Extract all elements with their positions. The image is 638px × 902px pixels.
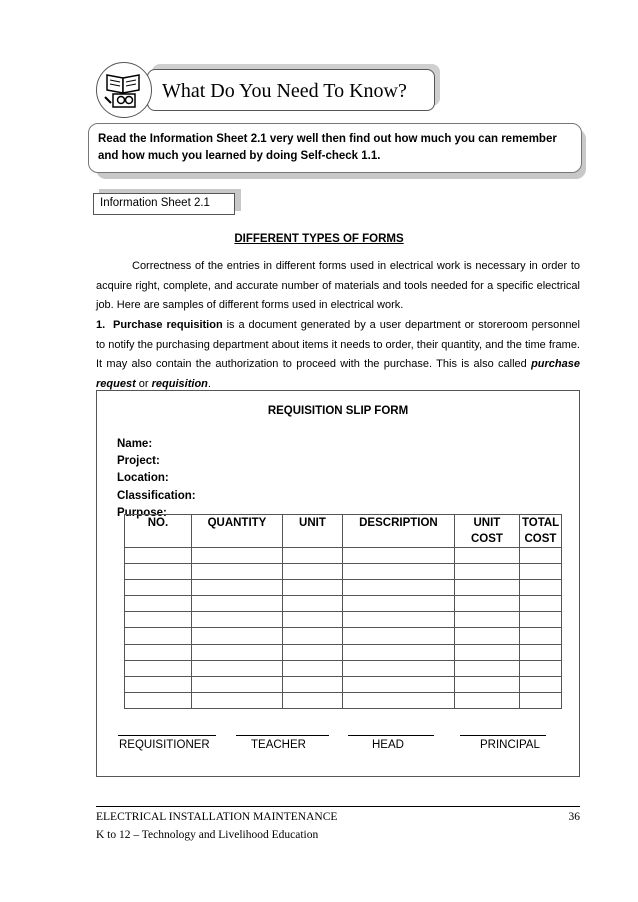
signature-line-teacher [236,735,329,736]
term-purchase-requisition: Purchase requisition [113,319,223,331]
table-row [125,564,562,580]
signature-line-principal [460,735,546,736]
table-cell [454,596,519,612]
table-cell [342,596,454,612]
table-cell [191,692,282,708]
field-classification: Classification: [117,489,196,502]
information-sheet-label: Information Sheet 2.1 [100,197,210,209]
table-cell [454,564,519,580]
table-row [125,628,562,644]
signature-line-head [348,735,434,736]
table-cell [519,676,561,692]
table-cell [342,548,454,564]
table-cell [519,548,561,564]
table-cell [519,660,561,676]
signatory-head: HEAD [372,739,404,751]
footer-program: K to 12 – Technology and Livelihood Education [96,829,319,841]
table-row [125,596,562,612]
table-cell [519,644,561,660]
table-cell [125,628,192,644]
table-cell [191,660,282,676]
table-cell [191,548,282,564]
table-cell [282,644,342,660]
form-fields [117,436,196,522]
table-cell [282,612,342,628]
table-cell [125,692,192,708]
table-cell [454,612,519,628]
table-cell [342,564,454,580]
instruction-text: Read the Information Sheet 2.1 very well then find out how much you can remember and how much you learned by doing Self-check 1.1. [98,133,557,162]
field-name: Name: [117,438,153,450]
table-cell [454,676,519,692]
table-cell [282,676,342,692]
table-cell [342,612,454,628]
page-number: 36 [568,811,580,823]
table-cell [125,676,192,692]
table-cell [519,580,561,596]
table-cell [282,628,342,644]
table-row [125,548,562,564]
table-cell [125,596,192,612]
table-cell [454,660,519,676]
book-reading-icon [96,62,152,118]
field-purpose: Purpose: [117,506,167,519]
table-cell [342,580,454,596]
intro-paragraph: Correctness of the entries in different forms used in electrical work is necessary in order to acquire right, complete, and accurate number of materials and tools needed for a specific electrical job. Here are samples of different forms used in electrical work. [96,260,580,311]
table-cell [454,548,519,564]
table-row [125,612,562,628]
signatory-teacher: TEACHER [251,739,306,751]
table-cell [342,644,454,660]
table-row [125,692,562,708]
table-cell [519,564,561,580]
signatory-requisitioner: REQUISITIONER [119,739,210,751]
col-unit-cost: UNIT COST [454,515,519,548]
col-total-cost: TOTAL COST [519,515,561,548]
table-cell [191,580,282,596]
table-cell [454,580,519,596]
table-cell [342,660,454,676]
table-row [125,580,562,596]
table-cell [282,580,342,596]
table-cell [191,596,282,612]
table-cell [125,660,192,676]
signatory-principal: PRINCIPAL [480,739,540,751]
table-cell [191,628,282,644]
table-cell [282,660,342,676]
table-header-row [125,515,562,548]
field-project: Project: [117,455,160,468]
col-unit: UNIT [282,515,342,548]
table-cell [125,644,192,660]
table-cell [191,644,282,660]
table-cell [519,628,561,644]
table-cell [454,644,519,660]
table-cell [282,596,342,612]
table-cell [282,564,342,580]
col-no: NO. [125,515,192,548]
table-cell [519,596,561,612]
table-row [125,644,562,660]
table-cell [342,628,454,644]
table-cell [519,612,561,628]
col-quantity: QUANTITY [191,515,282,548]
table-cell [191,676,282,692]
table-cell [125,548,192,564]
field-location: Location: [117,472,169,485]
requisition-table [124,514,562,709]
table-cell [342,676,454,692]
table-row [125,660,562,676]
section-title: What Do You Need To Know? [162,80,407,102]
table-cell [454,628,519,644]
table-cell [454,692,519,708]
page-heading: DIFFERENT TYPES OF FORMS [234,233,404,245]
table-cell [519,692,561,708]
table-cell [191,564,282,580]
table-row [125,676,562,692]
form-title: REQUISITION SLIP FORM [267,405,409,417]
signature-line-requisitioner [118,735,216,736]
footer-rule [96,806,580,807]
table-cell [282,548,342,564]
footer-course-title: ELECTRICAL INSTALLATION MAINTENANCE [96,811,338,823]
table-cell [282,692,342,708]
table-cell [191,612,282,628]
table-cell [342,692,454,708]
table-body [125,548,562,709]
col-description: DESCRIPTION [342,515,454,548]
purchase-requisition-paragraph: 1. Purchase requisition is a document generated by a user department or storeroom personnel to notify the purchasing department about items it needs to order, their quantity, and the time frame. It may also contain the authorization to proceed with the purchase. This is also called purchase request or requisition. [96,319,580,390]
table-cell [125,564,192,580]
table-cell [125,580,192,596]
table-cell [125,612,192,628]
